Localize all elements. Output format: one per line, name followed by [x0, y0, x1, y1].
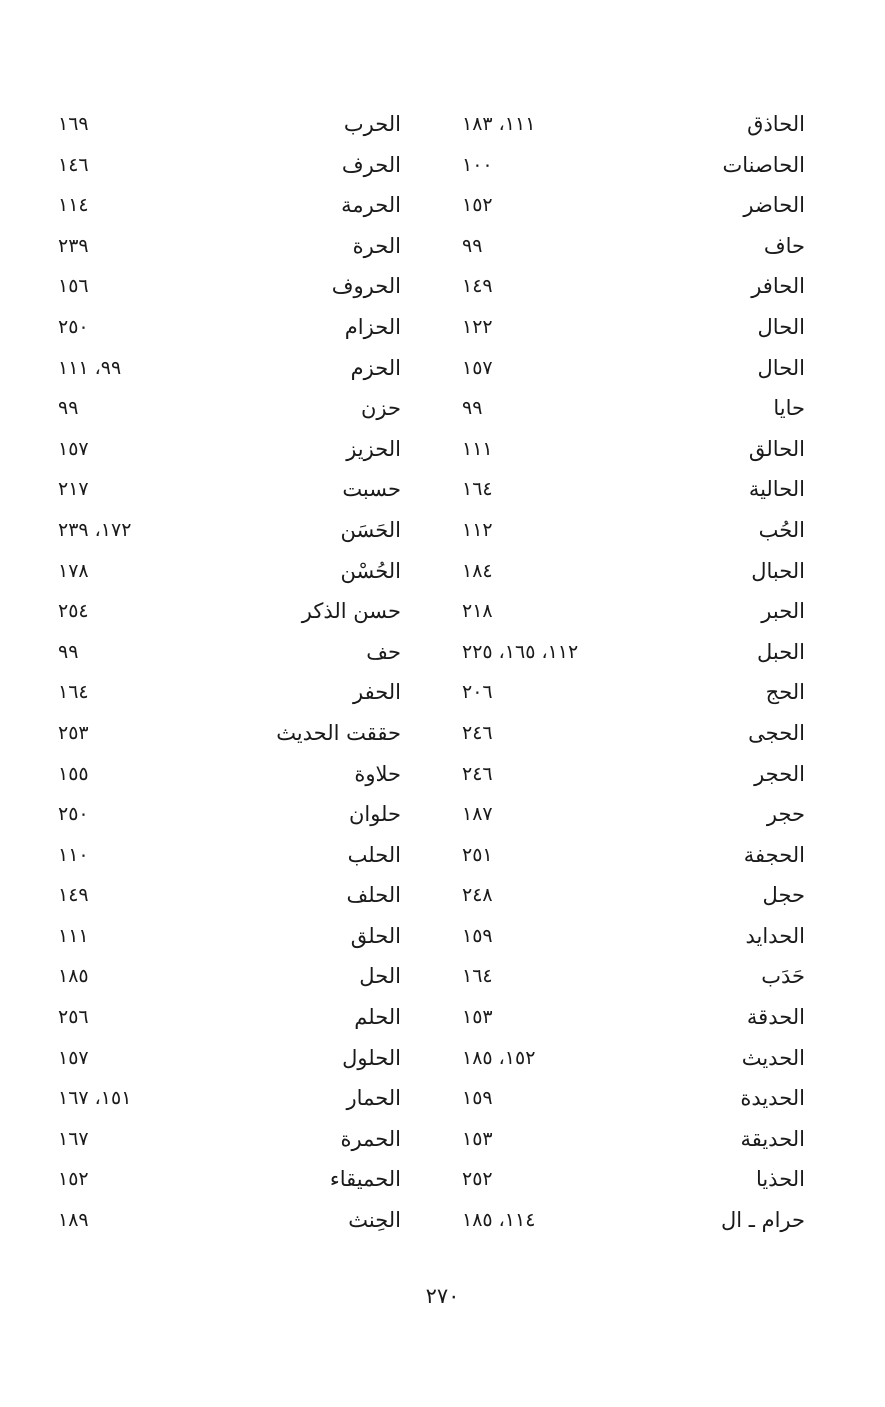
page-refs-left: ١١٠	[58, 843, 89, 866]
page-refs-left: ٢١٧	[58, 478, 89, 501]
page-refs-right: ١٠٠	[462, 153, 493, 176]
index-term-left: الحل	[359, 964, 401, 989]
index-row	[0, 147, 885, 188]
index-term-left: الحلب	[347, 842, 401, 867]
page-refs-left: ٢٥٦	[58, 1006, 89, 1029]
page-refs-left: ١٦٧	[58, 1127, 89, 1150]
page-refs-left: ١٨٩	[58, 1209, 89, 1232]
index-term-right: الحبل	[756, 639, 805, 664]
index-term-left: حسبت	[342, 477, 401, 502]
page-refs-right: ٩٩	[462, 234, 483, 257]
index-term-right: الحافر	[751, 274, 805, 299]
index-term-left: حزن	[361, 396, 401, 421]
index-row	[0, 431, 885, 472]
index-row	[0, 268, 885, 309]
index-term-left: الحلم	[354, 1005, 401, 1030]
page-refs-right: ١١٢، ١٦٥، ٢٢٥	[462, 640, 579, 663]
index-term-right: حايا	[773, 396, 805, 421]
index-row	[0, 1040, 885, 1081]
page-refs-right: ١١١، ١٨٣	[462, 113, 536, 135]
index-row	[0, 958, 885, 999]
index-term-right: الحجر	[754, 761, 805, 786]
index-term-right: الحاضر	[743, 193, 805, 218]
page-refs-right: ١٥٣	[462, 1006, 493, 1029]
index-row	[0, 918, 885, 959]
index-term-right: الحديقة	[740, 1126, 805, 1151]
page-refs-right: ١١٢	[462, 518, 493, 541]
index-term-left: الحمرة	[340, 1126, 401, 1151]
page-refs-left: ١٦٩	[58, 113, 89, 135]
index-table	[0, 106, 885, 1243]
index-term-left: الحُسْن	[340, 558, 401, 583]
page-refs-left: ٢٥٠	[58, 315, 89, 338]
index-term-left: الحميقاء	[329, 1167, 401, 1192]
index-row	[0, 1161, 885, 1202]
page-refs-left: ١٤٩	[58, 884, 89, 907]
page-refs-left: ١٧٨	[58, 559, 89, 582]
index-term-right: الحديدة	[740, 1086, 805, 1111]
index-row	[0, 877, 885, 918]
index-term-left: الحمار	[346, 1086, 401, 1111]
index-term-right: الحاصنات	[722, 152, 805, 177]
index-row	[0, 837, 885, 878]
index-term-left: الحروف	[331, 274, 401, 299]
page-refs-right: ٢٥١	[462, 843, 493, 866]
index-term-left: حققت الحديث	[276, 720, 401, 745]
page-refs-left: ١٥٧	[58, 1046, 89, 1069]
index-term-left: الحِنث	[348, 1208, 401, 1233]
page-refs-right: ٩٩	[462, 397, 483, 420]
index-term-right: الحالية	[748, 477, 805, 502]
page-refs-left: ٢٣٩	[58, 234, 89, 257]
index-term-right: الحال	[757, 355, 805, 380]
page-refs-right: ١٥٣	[462, 1127, 493, 1150]
page-refs-left: ١٥٢	[58, 1168, 89, 1191]
page-refs-left: ١٧٢، ٢٣٩	[58, 518, 132, 541]
index-term-right: الحجى	[748, 720, 805, 745]
index-term-right: حاف	[763, 233, 805, 258]
page-refs-right: ١٦٤	[462, 965, 493, 988]
index-term-right: الحدقة	[746, 1005, 805, 1030]
page-refs-right: ١٤٩	[462, 275, 493, 298]
index-term-left: الحرب	[343, 112, 401, 136]
index-term-left: الحزام	[344, 314, 401, 339]
index-term-left: الحرف	[341, 152, 401, 177]
page-refs-right: ١١١	[462, 437, 493, 460]
index-term-right: الحالق	[748, 436, 805, 461]
index-row	[0, 593, 885, 634]
page-refs-left: ١٥٥	[58, 762, 89, 785]
page-refs-right: ٢٤٦	[462, 721, 493, 744]
index-term-right: الحذيا	[755, 1167, 805, 1192]
page-refs-right: ١٥٩	[462, 1087, 493, 1110]
index-term-right: حجل	[762, 883, 805, 908]
index-term-left: الحلول	[342, 1045, 401, 1070]
index-term-right: الحدايد	[745, 923, 805, 948]
index-row	[0, 999, 885, 1040]
index-term-right: الحاذق	[747, 112, 805, 136]
index-row	[0, 471, 885, 512]
page-refs-left: ١١٤	[58, 194, 89, 217]
index-row	[0, 796, 885, 837]
index-term-right: حَدَب	[761, 964, 805, 989]
index-term-right: الحبر	[761, 599, 805, 624]
index-row	[0, 553, 885, 594]
index-row	[0, 634, 885, 675]
page-refs-right: ١١٤، ١٨٥	[462, 1209, 536, 1232]
index-term-right: الحال	[757, 314, 805, 339]
index-term-left: الحلف	[346, 883, 401, 908]
index-term-right: الحُب	[758, 517, 805, 542]
page-refs-right: ١٢٢	[462, 315, 493, 338]
index-row	[0, 512, 885, 553]
index-row	[0, 309, 885, 350]
page-refs-left: ٢٥٤	[58, 600, 89, 623]
page-refs-right: ١٥٢	[462, 194, 493, 217]
index-term-left: الحزم	[350, 355, 401, 380]
page-refs-left: ١٨٥	[58, 965, 89, 988]
page-refs-left: ١٥١، ١٦٧	[58, 1087, 132, 1110]
page-refs-left: ١٥٦	[58, 275, 89, 298]
index-term-right: حرام ـ ال	[721, 1208, 805, 1233]
index-row	[0, 756, 885, 797]
index-row	[0, 187, 885, 228]
page-refs-left: ٢٥٣	[58, 721, 89, 744]
index-row	[0, 228, 885, 269]
index-term-right: الحجفة	[743, 842, 805, 867]
page-refs-left: ١٦٤	[58, 681, 89, 704]
index-term-left: حف	[366, 639, 401, 664]
index-term-left: الحفر	[353, 680, 401, 705]
index-term-right: الحديث	[741, 1045, 805, 1070]
index-term-left: الحلق	[350, 923, 401, 948]
index-row	[0, 390, 885, 431]
page-refs-right: ٢٤٦	[462, 762, 493, 785]
index-term-left: الحزيز	[346, 436, 401, 461]
page-refs-left: ٩٩	[58, 640, 79, 663]
index-term-right: الحج	[765, 680, 805, 705]
page-refs-right: ١٥٧	[462, 356, 493, 379]
index-term-left: حلوان	[348, 802, 401, 827]
page-refs-right: ٢٤٨	[462, 884, 493, 907]
index-row	[0, 674, 885, 715]
page-refs-left: ٢٥٠	[58, 803, 89, 826]
page-refs-left: ١٥٧	[58, 437, 89, 460]
page-number: ٢٧٠	[425, 1284, 460, 1308]
page-refs-right: ٢٠٦	[462, 681, 493, 704]
page-refs-right: ١٥٢، ١٨٥	[462, 1046, 536, 1069]
index-term-left: الحَسَن	[340, 517, 401, 542]
page-refs-right: ٢٥٢	[462, 1168, 493, 1191]
page-refs-left: ١١١	[58, 924, 89, 947]
page-refs-left: ٩٩، ١١١	[58, 356, 122, 379]
index-row	[0, 1080, 885, 1121]
index-row	[0, 106, 885, 147]
index-term-left: الحرة	[352, 233, 401, 258]
index-row	[0, 1202, 885, 1243]
page-refs-left: ١٤٦	[58, 153, 89, 176]
index-term-right: حجر	[766, 802, 805, 827]
index-term-left: الحرمة	[341, 193, 401, 218]
page-refs-right: ٢١٨	[462, 600, 493, 623]
index-row	[0, 350, 885, 391]
index-row	[0, 1121, 885, 1162]
page-refs-right: ١٨٧	[462, 803, 493, 826]
page-refs-right: ١٨٤	[462, 559, 493, 582]
page-refs-right: ١٥٩	[462, 924, 493, 947]
index-row	[0, 715, 885, 756]
page-refs-right: ١٦٤	[462, 478, 493, 501]
index-term-left: حلاوة	[354, 761, 401, 786]
index-term-left: حسن الذكر	[301, 599, 401, 624]
index-term-right: الحبال	[751, 558, 805, 583]
page-refs-left: ٩٩	[58, 397, 79, 420]
